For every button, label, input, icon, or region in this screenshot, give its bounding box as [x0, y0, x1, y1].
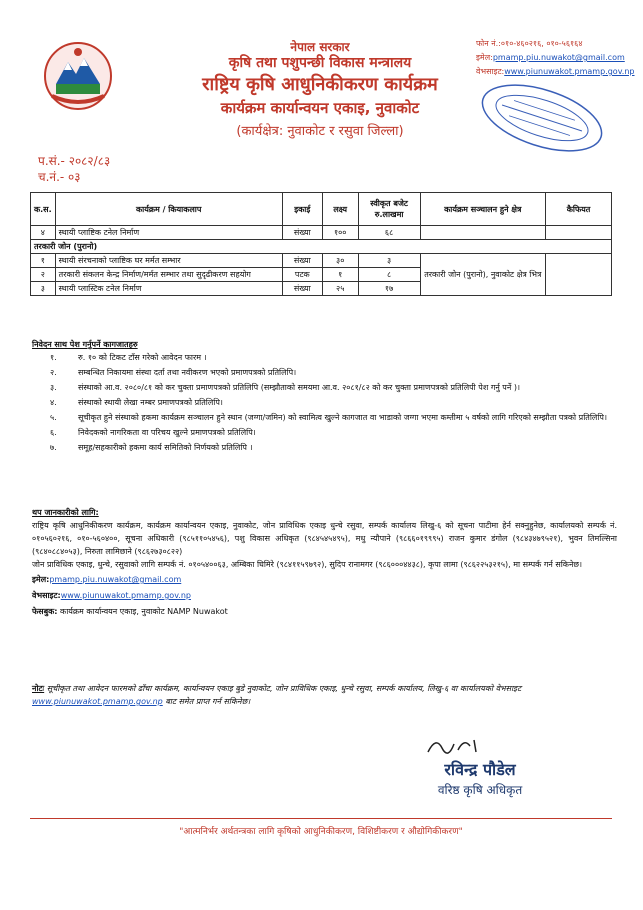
cell-unit: संख्या	[282, 254, 322, 268]
cell-sn: १	[31, 254, 56, 268]
website-label: वेभसाइट:	[476, 67, 505, 76]
info-email-link[interactable]: pmamp.piu.nuwakot@gmail.com	[49, 575, 182, 584]
table-group-row	[31, 240, 612, 254]
info-website-line	[32, 589, 617, 602]
cell-remarks	[546, 254, 612, 296]
info-paragraph-2: जोन प्राविधिक एकाइ, धुन्चे, रसुवाको लागि सम्पर्क नं. ०१०५४००६३, अम्बिका घिमिरे (९८४११५९७९२), सुदिप रानामगर (९८६०००४४३८), कृपा लामा (९८६२२५३२१५), मा सम्पर्क गर्न सकिनेछ।	[32, 560, 583, 569]
info-facebook-label: फेसबुक:	[32, 607, 58, 616]
table-row	[31, 254, 612, 268]
col-header-unit: इकाई	[282, 193, 322, 226]
email-link[interactable]: pmamp.piu.nuwakot@gmail.com	[492, 53, 625, 62]
list-item: ४. संस्थाको स्थायी लेखा नम्बर प्रमाणपत्रको प्रतिलिपि।	[50, 398, 223, 407]
cell-activity: स्थायी प्लास्टिक टनेल निर्माण	[55, 282, 282, 296]
email-line	[476, 52, 625, 63]
cell-sn: ३	[31, 282, 56, 296]
cell-activity: स्थायी प्लाष्टिक टनेल निर्माण	[55, 226, 282, 240]
info-facebook-line	[32, 605, 617, 618]
cell-sn: २	[31, 268, 56, 282]
info-facebook-value: कार्यक्रम कार्यान्वयन एकाइ, नुवाकोट NAMP Nuwakot	[60, 607, 228, 616]
website-line	[476, 66, 635, 77]
cell-remarks	[546, 226, 612, 240]
table-header-row	[31, 193, 612, 226]
cell-sn: ४	[31, 226, 56, 240]
documents-heading: निवेदन साथ पेश गर्नुपर्ने कागजातहरु	[32, 340, 138, 349]
note-text-1: सूचीकृत तथा आवेदन फारमको ढाँचा कार्यक्रम, कार्यान्वयन एकाइ बुडे नुवाकोट, जोन प्राविधिक एकाइ, धुन्चे रसुवा, सम्पर्क कार्यालय, लिखु-६ वा कार्यालयको वेभसाइट	[46, 684, 522, 693]
cell-target: १	[322, 268, 358, 282]
list-item: २. सम्बन्धित निकायमा संस्था दर्ता तथा नवीकरण भएको प्रमाणपत्रको प्रतिलिपि।	[50, 368, 297, 377]
col-header-area: कार्यक्रम सञ्चालन हुने क्षेत्र	[420, 193, 546, 226]
website-link[interactable]: www.piunuwakot.pmamp.gov.np	[504, 67, 635, 76]
cell-budget: ३	[358, 254, 420, 268]
note-text-2: बाट समेत प्राप्त गर्न सकिनेछ।	[165, 697, 251, 706]
program-table	[30, 192, 612, 296]
handwritten-signature-icon	[418, 732, 548, 758]
note-website-link[interactable]: www.piunuwakot.pmamp.gov.np	[32, 697, 163, 706]
info-email-label: इमेल:	[32, 575, 50, 584]
note-label: नोटः	[32, 684, 45, 693]
cell-budget: १७	[358, 282, 420, 296]
cell-unit: संख्या	[282, 282, 322, 296]
dispatch-number: च.नं.- ०३	[38, 170, 81, 184]
footer-slogan: "आत्मनिर्भर अर्थतन्त्रका लागि कृषिको आधुनिकीकरण, विशिष्टीकरण र औद्योगिकीकरण"	[179, 827, 463, 837]
list-item: १. रु. १० को टिकट टाँस गरेको आवेदन फारम ।	[50, 353, 207, 362]
info-heading: थप जानकारीको लागि:	[32, 508, 99, 517]
col-header-sn: क.स.	[31, 193, 56, 226]
cell-activity: तरकारी संकलन केन्द्र निर्माण/मर्मत सम्भार तथा सुदृढीकरण सहयोग	[55, 268, 282, 282]
info-paragraph-1: राष्ट्रिय कृषि आधुनिकीकरण कार्यक्रम, कार्यक्रम कार्यान्वयन एकाइ, नुवाकोट, जोन प्राविधिक एकाइ धुन्चे रसुवा, सम्पर्क कार्यालय लिखु-६ को सूचना पाटीमा हेर्न सक्नुहुनेछ, कार्यालयको सम्पर्क नं. ०१०५६०२१६, ०१०-५६०४००, सूचना अधिकारी (९८५११०५४५६), पशु विकास अधिकृत (९८४५४५४९५), मधु न्यौपाने (९८६६०१९९९५) राजन कुमार डंगोल (९८४३४७९५२१), भुवन तिमल्सिना (९८४०८८४०५३), निरुता लामिछाने (९८६२७३०८२२)	[32, 521, 617, 556]
info-website-link[interactable]: www.piunuwakot.pmamp.gov.np	[60, 591, 191, 600]
cell-unit: संख्या	[282, 226, 322, 240]
unit-title: कार्यक्रम कार्यान्वयन एकाइ, नुवाकोट	[220, 99, 420, 117]
info-email-line	[32, 573, 617, 586]
cell-budget: ६८	[358, 226, 420, 240]
group-label: तरकारी जोन (पुरानो)	[31, 240, 612, 254]
cell-budget: ८	[358, 268, 420, 282]
program-title: राष्ट्रिय कृषि आधुनिकीकरण कार्यक्रम	[202, 74, 438, 95]
cell-area	[420, 226, 546, 240]
ministry-title: कृषि तथा पशुपन्छी विकास मन्त्रालय	[228, 55, 412, 71]
note-section	[32, 682, 617, 708]
col-header-activity: कार्यक्रम / कियाकलाप	[55, 193, 282, 226]
signatory-name: रविन्द्र पौडेल	[444, 760, 516, 779]
col-header-remarks: कैफियत	[546, 193, 612, 226]
signatory-title: वरिष्ठ कृषि अधिकृत	[437, 783, 523, 797]
cell-target: ३०	[322, 254, 358, 268]
reference-number: प.सं.- २०८२/८३	[38, 154, 111, 168]
footer-divider	[30, 818, 612, 819]
info-section	[32, 506, 617, 618]
table-row	[31, 226, 612, 240]
email-label: इमेल:	[476, 53, 493, 62]
list-item: ५. सूचीकृत हुने संस्थाको हकमा कार्यक्रम सञ्चालन हुने स्थान (जग्गा/जमिन) को स्वामित्व खुल्ने कागजात वा भाडाको जग्गा भएमा कम्तीमा ५ वर्षको लागि गरिएको सम्झौता पत्रको प्रतिलिपि।	[50, 413, 607, 422]
nepal-emblem-icon	[42, 40, 114, 112]
list-item: ७. समूह/सहकारीको हकमा कार्य समितिको निर्णयको प्रतिलिपि ।	[50, 443, 253, 452]
list-item: ३. संस्थाको आ.व. २०८०/८१ को कर चुक्ता प्रमाणपत्रको प्रतिलिपि (सम्झौताको समयमा आ.व. २०८१/८२ को कर चुक्ता प्रमाणपत्रको प्रतिलिपी पेश गर्नु पर्ने )।	[50, 383, 520, 392]
documents-section	[32, 338, 617, 456]
col-header-budget: स्वीकृत बजेट रु.लाखमा	[358, 193, 420, 226]
documents-list	[32, 351, 617, 454]
phone-line: फोन नं.:०१०-४६०२१६, ०१०-५६१६४	[476, 39, 583, 48]
list-item: ६. निवेदकको नागरिकता वा परिचय खुल्ने प्रमाणपत्रको प्रतिलिपि।	[50, 428, 256, 437]
cell-target: १००	[322, 226, 358, 240]
col-header-target: लक्ष्य	[322, 193, 358, 226]
cell-target: २५	[322, 282, 358, 296]
government-title: नेपाल सरकार	[290, 40, 350, 54]
area-title: (कार्यक्षेत्र: नुवाकोट र रसुवा जिल्ला)	[236, 124, 404, 139]
cell-unit: पटक	[282, 268, 322, 282]
cell-activity: स्थायी संरचनाको प्लाष्टिक घर मर्मत सम्भार	[55, 254, 282, 268]
info-website-label: वेभसाइट:	[32, 591, 61, 600]
office-seal-icon	[470, 78, 615, 158]
cell-area: तरकारी जोन (पुरानो), नुवाकोट क्षेत्र भित्र	[420, 254, 546, 296]
